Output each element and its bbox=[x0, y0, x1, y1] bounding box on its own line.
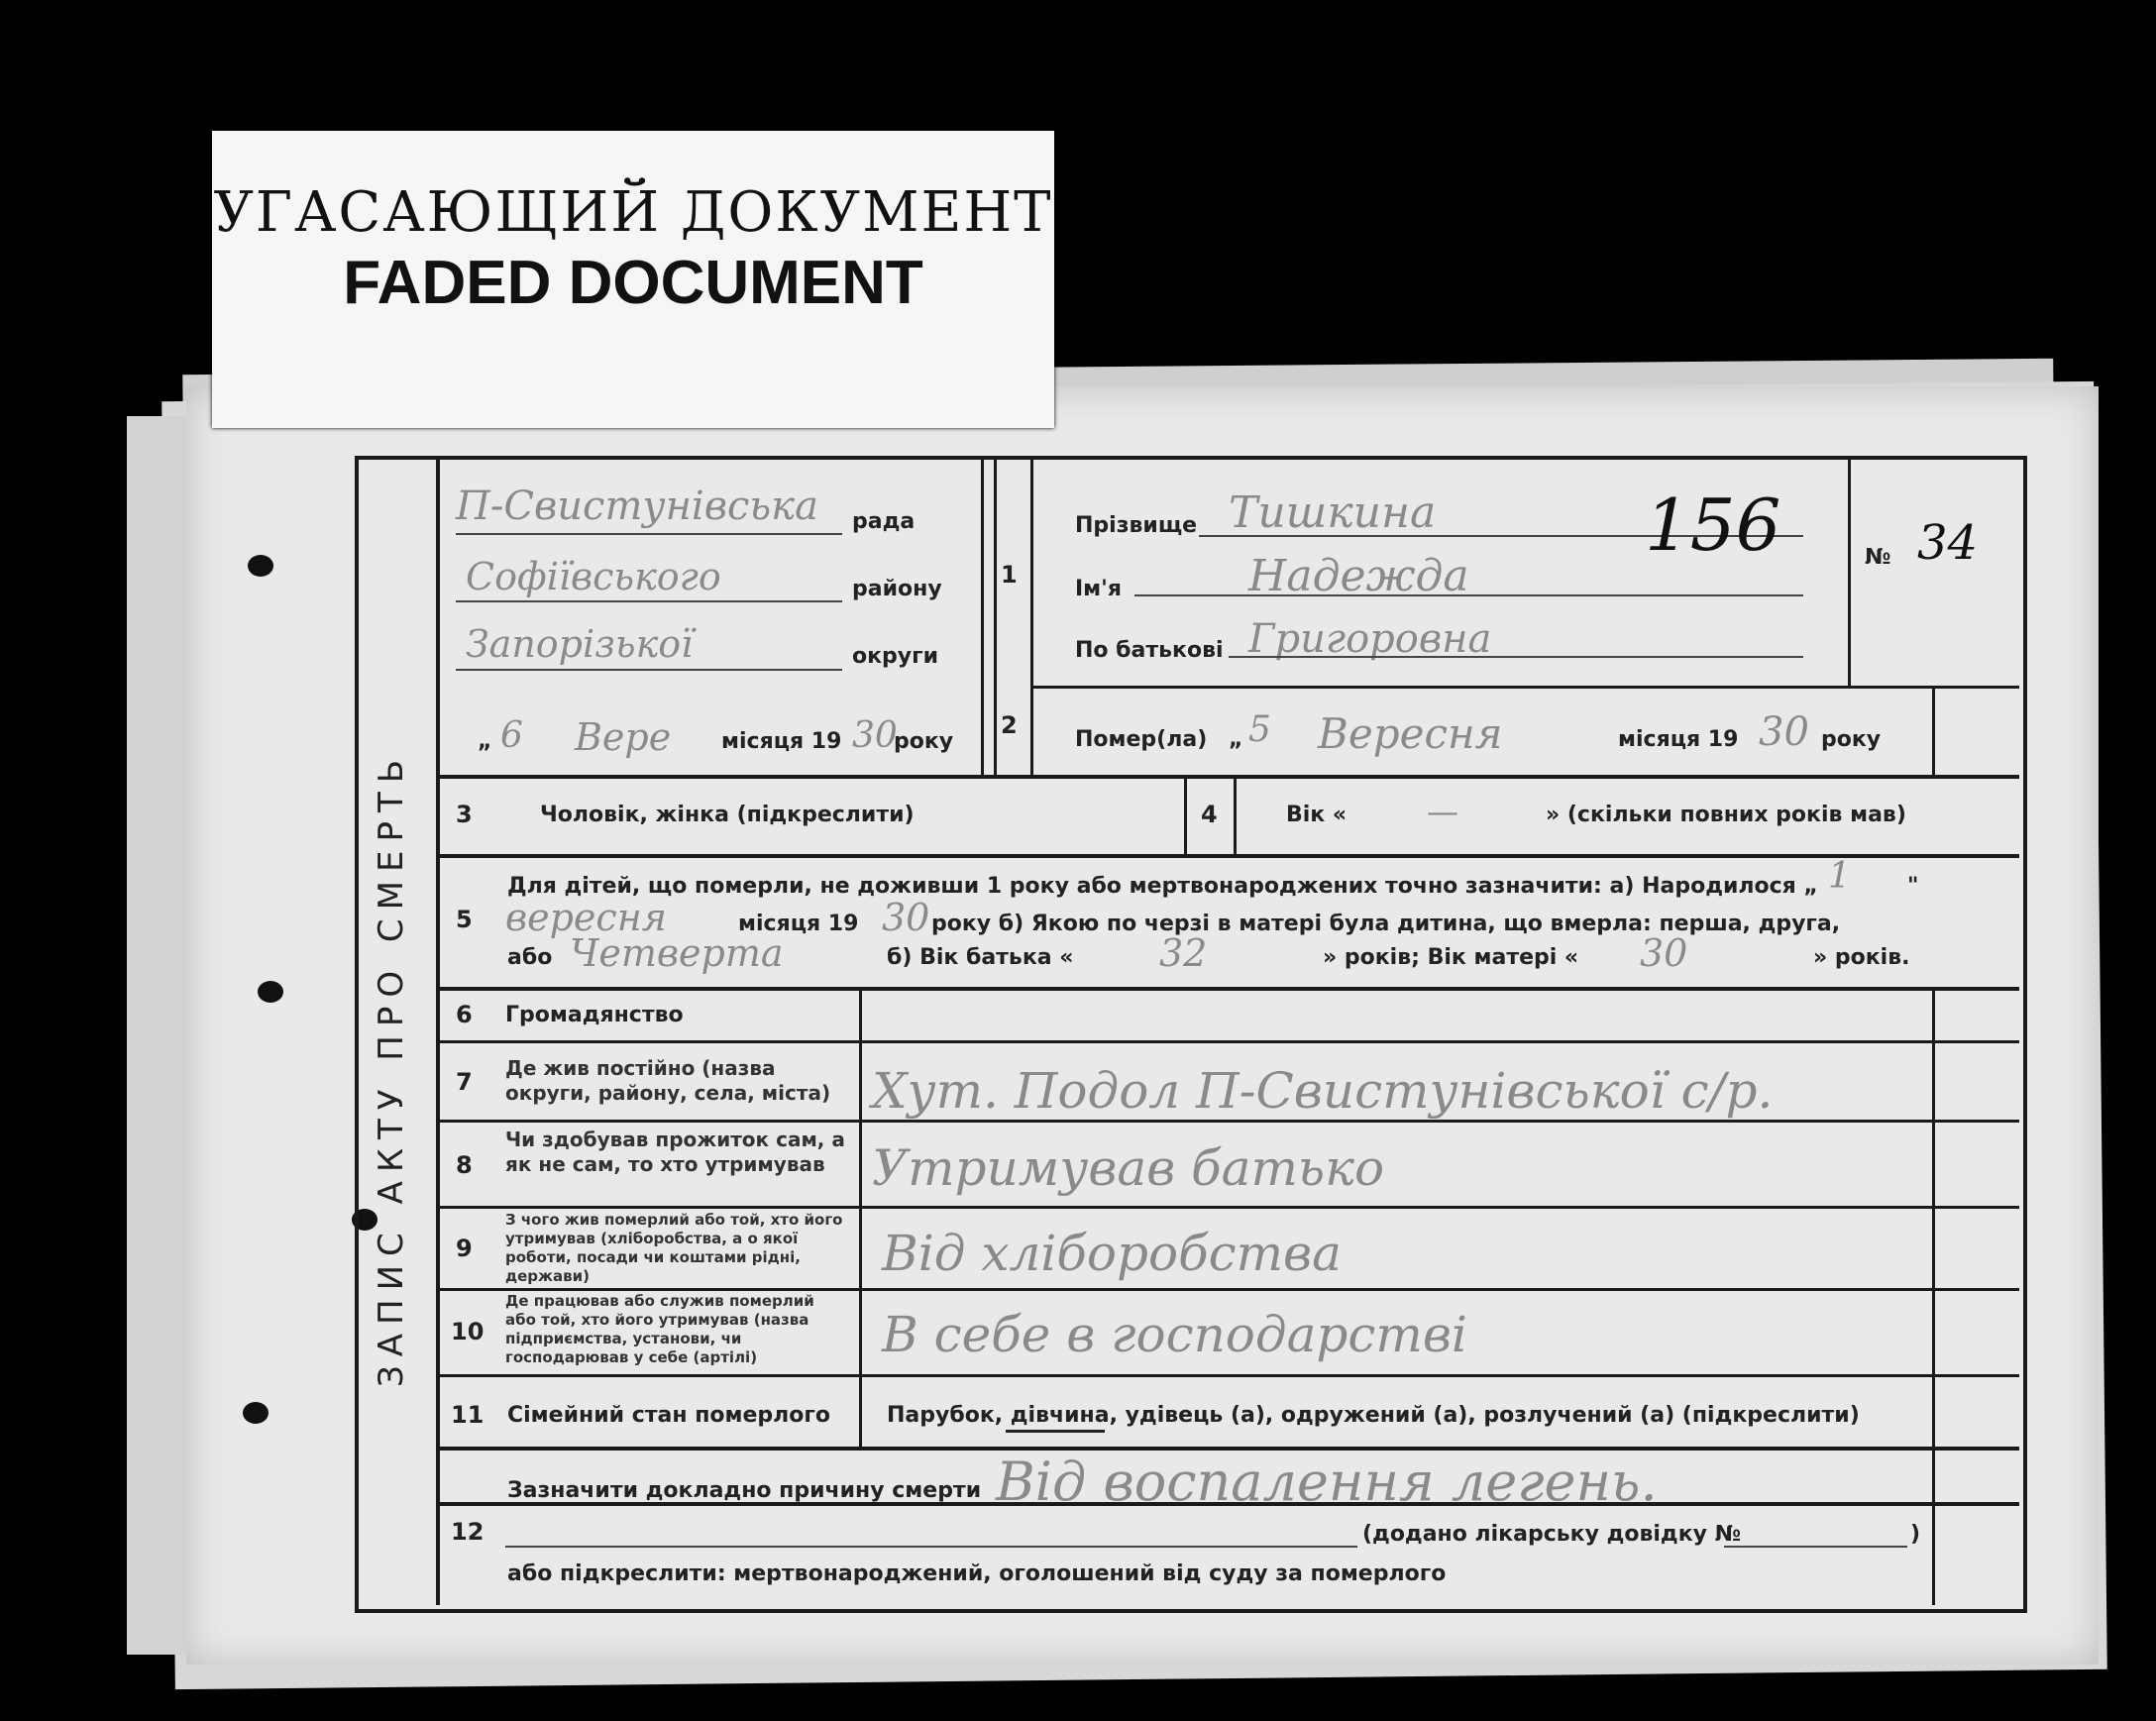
children-line2-rest: року б) Якою по черзі в матері була дитина, що вмерла: перша, друга, bbox=[931, 912, 1841, 936]
underline bbox=[1134, 594, 1803, 596]
livelihood-value: Утримував батько bbox=[872, 1139, 1385, 1197]
income-source-value: Від хліборобства bbox=[882, 1225, 1342, 1282]
residence-label: Де жив постійно (назва округи, району, села, міста) bbox=[505, 1056, 831, 1105]
patronymic-value: Григоровна bbox=[1248, 616, 1492, 662]
name-label: Ім'я bbox=[1075, 577, 1123, 601]
header-date-mid: місяця 19 bbox=[721, 729, 842, 754]
medical-certificate-end: ) bbox=[1910, 1522, 1921, 1547]
vertical-title: ЗАПИС АКТУ ПРО СМЕРТЬ bbox=[372, 750, 411, 1387]
children-line3-c: » років; Вік матері « bbox=[1323, 945, 1579, 970]
children-line2: місяця 19 bbox=[738, 912, 859, 936]
okruga-value: Запорізької bbox=[466, 622, 694, 666]
marital-underline bbox=[1006, 1430, 1105, 1433]
header-divider bbox=[1030, 458, 1033, 775]
workplace-value: В себе в господарстві bbox=[882, 1306, 1467, 1363]
children-year-value: 30 bbox=[882, 896, 930, 939]
row-number-1: 1 bbox=[1001, 561, 1018, 589]
row-number-4: 4 bbox=[1201, 801, 1218, 828]
row-number-7: 7 bbox=[456, 1068, 473, 1096]
okruga-label: округи bbox=[852, 644, 939, 669]
faded-document-label bbox=[212, 131, 1054, 428]
label-russian: УГАСАЮЩИЙ ДОКУМЕНТ bbox=[213, 180, 1053, 245]
no-value: 34 bbox=[1917, 515, 1979, 571]
header-month: Вере bbox=[575, 715, 672, 759]
underline bbox=[1724, 1546, 1907, 1548]
children-born-value: 1 bbox=[1828, 856, 1851, 897]
name-value: Надежда bbox=[1248, 551, 1469, 601]
medical-certificate-label: (додано лікарську довідку № bbox=[1362, 1522, 1742, 1547]
row-line bbox=[440, 1040, 2019, 1043]
children-line3-b: б) Вік батька « bbox=[887, 945, 1074, 970]
title-column-divider bbox=[436, 458, 440, 1605]
children-order-value: Четверта bbox=[570, 931, 784, 975]
row-number-11: 11 bbox=[451, 1401, 485, 1429]
died-mid: місяця 19 bbox=[1618, 727, 1739, 752]
no-label: № bbox=[1865, 545, 1891, 570]
row-divider bbox=[1184, 779, 1187, 854]
age-value: — bbox=[1427, 793, 1458, 830]
sex-label: Чоловік, жінка (підкреслити) bbox=[540, 803, 915, 827]
rayon-value: Софіївського bbox=[466, 555, 721, 598]
marital-options: Парубок, дівчина, удівець (а), одружений (а), розлучений (а) (підкреслити) bbox=[887, 1403, 1860, 1428]
died-label: Помер(ла) bbox=[1075, 727, 1208, 752]
rayon-label: району bbox=[852, 577, 942, 601]
children-line3-d: » років. bbox=[1813, 945, 1910, 970]
workplace-label: Де працював або служив померлий або той, хто його утримував (назва підприємства, установи, чи господарював у себе (артілі) bbox=[505, 1292, 814, 1366]
surname-label: Прізвище bbox=[1075, 513, 1198, 538]
row-line bbox=[440, 854, 2019, 858]
row-number-9: 9 bbox=[456, 1235, 473, 1262]
children-line1-end: " bbox=[1907, 874, 1919, 899]
rada-label: рада bbox=[852, 509, 916, 534]
died-day: 5 bbox=[1248, 709, 1271, 750]
died-end: року bbox=[1821, 727, 1882, 752]
died-month: Вересня bbox=[1318, 709, 1503, 758]
underline bbox=[505, 1546, 1357, 1548]
income-source-label: З чого жив померлий або той, хто його утримував (хліборобства, а о якої роботи, посади чи коштами рідні, держави) bbox=[505, 1211, 843, 1285]
livelihood-label: Чи здобував прожиток сам, а як не сам, то хто утримував bbox=[505, 1128, 845, 1176]
record-id: 156 bbox=[1645, 484, 1781, 567]
row-number-10: 10 bbox=[451, 1318, 485, 1345]
mother-age-value: 30 bbox=[1640, 931, 1688, 975]
row-number-6: 6 bbox=[456, 1001, 473, 1028]
punch-hole bbox=[248, 555, 273, 577]
children-line3-a: або bbox=[507, 945, 553, 970]
row-line bbox=[440, 1374, 2019, 1377]
punch-hole bbox=[258, 981, 283, 1003]
header-year: 30 bbox=[852, 715, 898, 756]
children-line1: Для дітей, що померли, не доживши 1 року або мертвонароджених точно зазначити: а) Народилося „ bbox=[507, 874, 1818, 899]
row-number-5: 5 bbox=[456, 906, 473, 933]
age-label-a: Вік « bbox=[1286, 803, 1348, 827]
patronymic-label: По батькові bbox=[1075, 638, 1224, 663]
underline bbox=[456, 600, 842, 602]
row-number-8: 8 bbox=[456, 1151, 473, 1179]
quote-open: „ bbox=[478, 729, 492, 754]
header-day: 6 bbox=[500, 715, 523, 756]
surname-value: Тишкина bbox=[1229, 487, 1437, 538]
label-value-divider bbox=[859, 991, 862, 1447]
number-box-divider bbox=[1848, 458, 1851, 686]
row-line bbox=[440, 1288, 2019, 1291]
header-divider bbox=[981, 458, 984, 775]
cause-label: Зазначити докладно причину смерти bbox=[507, 1478, 982, 1503]
cause-value: Від воспалення легень. bbox=[996, 1451, 1658, 1513]
marital-label: Сімейний стан померлого bbox=[507, 1403, 830, 1428]
row-number-12: 12 bbox=[451, 1518, 485, 1546]
row-divider bbox=[1234, 779, 1237, 854]
row-divider bbox=[1932, 991, 1935, 1605]
row-number-2: 2 bbox=[1001, 711, 1018, 739]
stillborn-label: або підкреслити: мертвонароджений, оголошений від суду за померлого bbox=[507, 1561, 1447, 1586]
row-divider bbox=[1932, 686, 1935, 775]
citizenship-label: Громадянство bbox=[505, 1003, 684, 1027]
row-line bbox=[440, 1206, 2019, 1209]
residence-value: Хут. Подол П-Свистунівської с/р. bbox=[872, 1062, 1774, 1120]
died-year: 30 bbox=[1759, 709, 1809, 755]
age-label-b: » (скільки повних років мав) bbox=[1546, 803, 1906, 827]
rada-value: П-Свистунівська bbox=[456, 484, 818, 529]
punch-hole bbox=[243, 1402, 269, 1424]
underline bbox=[456, 669, 842, 671]
underline bbox=[456, 533, 842, 535]
underline bbox=[1229, 656, 1803, 658]
row-line bbox=[1030, 686, 2019, 689]
quote-open: „ bbox=[1229, 727, 1243, 752]
row-line bbox=[440, 987, 2019, 991]
father-age-value: 32 bbox=[1159, 931, 1208, 975]
header-divider bbox=[994, 458, 997, 775]
header-date-end: року bbox=[894, 729, 954, 754]
children-month-value: вересня bbox=[505, 896, 667, 939]
row-line bbox=[440, 1120, 2019, 1123]
row-line bbox=[440, 775, 2019, 779]
row-number-3: 3 bbox=[456, 801, 473, 828]
label-english: FADED DOCUMENT bbox=[343, 249, 923, 317]
